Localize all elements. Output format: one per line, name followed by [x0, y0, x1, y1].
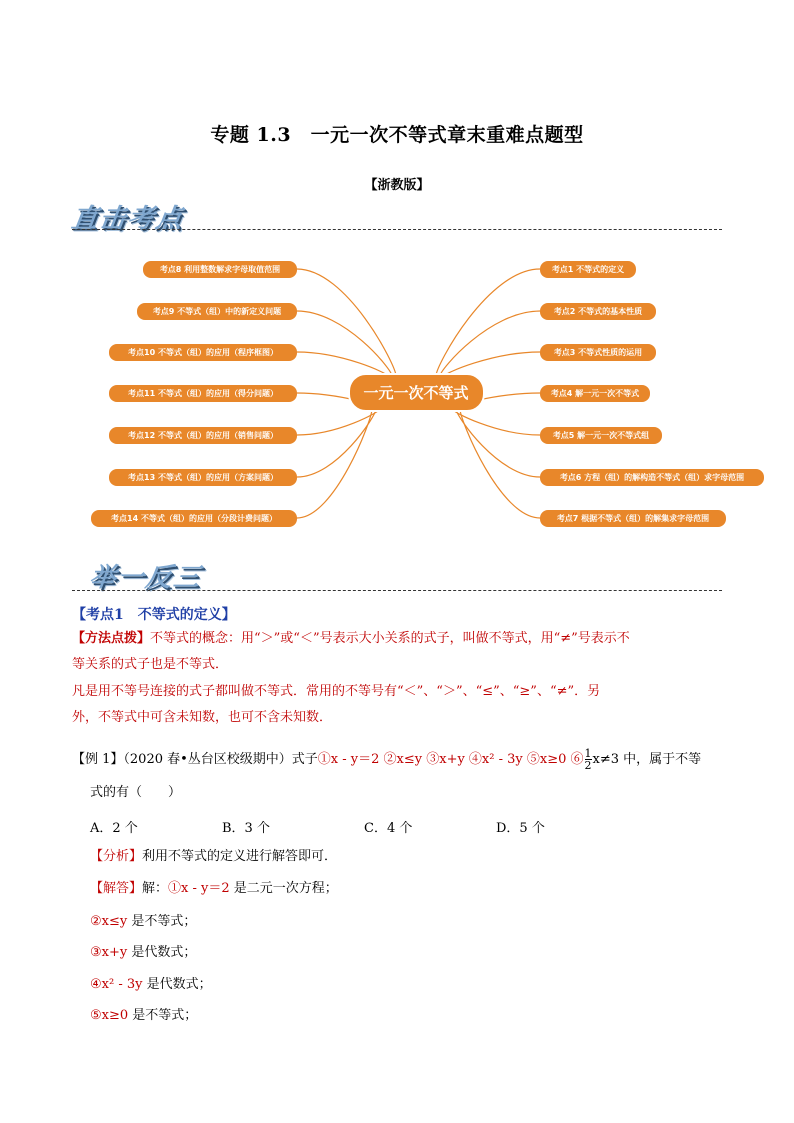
step-expr: x≤y — [101, 914, 128, 929]
mindmap-node-label: 考点13 不等式（组）的应用（方案问题） — [128, 473, 278, 482]
mindmap — [0, 0, 794, 540]
mindmap-node-label: 考点6 方程（组）的解构造不等式（组）求字母范围 — [559, 473, 745, 482]
page-title: 专题 1.3 一元一次不等式章末重难点题型 — [210, 124, 584, 146]
mindmap-center-node — [349, 374, 484, 411]
answer-line — [90, 880, 338, 898]
mindmap-connector — [297, 311, 392, 376]
step-expr: x² - 3y — [101, 977, 143, 992]
answer-step — [90, 976, 212, 994]
mindmap-node-label: 考点14 不等式（组）的应用（分段计费问题） — [111, 514, 277, 523]
mindmap-node-label: 考点11 不等式（组）的应用（得分问题） — [128, 389, 278, 398]
fraction-denominator: 2 — [584, 759, 592, 772]
mindmap-node-left-1 — [143, 261, 297, 278]
mindmap-connector — [460, 409, 540, 518]
mindmap-node-label: 考点9 不等式（组）中的新定义问题 — [152, 307, 282, 316]
banner-examples: 举一反三 — [87, 563, 204, 593]
mindmap-connector — [297, 409, 380, 435]
step-text: 是二元一次方程； — [229, 881, 338, 896]
mindmap-node-left-3 — [109, 344, 297, 361]
step-num: ③ — [90, 945, 102, 960]
mindmap-node-right-6 — [540, 469, 764, 486]
mindmap-connector — [444, 352, 540, 376]
analysis-text: 利用不等式的定义进行解答即可． — [142, 849, 338, 864]
banner-key-points: 直击考点 — [69, 204, 186, 234]
mindmap-node-label: 考点5 解一元一次不等式组 — [552, 431, 650, 440]
example-items: ①x - y＝2 ②x≤y ③x+y ④x² - 3y ⑤x≥0 ⑥ — [317, 752, 584, 767]
mindmap-node-right-3 — [540, 344, 656, 361]
mindmap-center-label: 一元一次不等式 — [363, 384, 469, 402]
step-num: ① — [168, 881, 182, 896]
mindmap-node-left-7 — [91, 510, 297, 527]
answer-step — [90, 913, 196, 931]
mindmap-connector — [456, 409, 540, 477]
option-b: B．3 个 — [222, 821, 270, 836]
option-a: A．2 个 — [90, 821, 138, 836]
example-question — [72, 748, 752, 771]
mindmap-connector — [452, 409, 540, 435]
answer-prefix: 解： — [142, 881, 169, 896]
step-num: ⑤ — [90, 1008, 102, 1023]
analysis-line — [90, 848, 337, 866]
mindmap-node-label: 考点12 不等式（组）的应用（销售问题） — [128, 431, 278, 440]
mindmap-node-right-4 — [540, 385, 650, 402]
mindmap-node-left-5 — [109, 427, 297, 444]
method-line: 等关系的式子也是不等式． — [72, 657, 229, 672]
method-line: 凡是用不等号连接的式子都叫做不等式．常用的不等号有“＜”、“＞”、“≤”、“≥”、“≠”．另 — [72, 684, 601, 699]
analysis-tag: 【分析】 — [90, 849, 143, 864]
step-text: 是不等式； — [127, 914, 197, 929]
step-text: 是不等式； — [128, 1008, 198, 1023]
answer-tag: 【解答】 — [90, 881, 143, 896]
mindmap-node-label: 考点8 利用整数解求字母取值范围 — [159, 265, 281, 274]
mindmap-node-label: 考点2 不等式的基本性质 — [553, 307, 643, 316]
step-text: 是代数式； — [127, 945, 197, 960]
mindmap-connector — [440, 311, 540, 376]
mindmap-node-left-4 — [109, 385, 297, 402]
mindmap-node-label: 考点1 不等式的定义 — [551, 265, 625, 274]
mindmap-node-label: 考点4 解一元一次不等式 — [550, 389, 640, 398]
mindmap-node-label: 考点10 不等式（组）的应用（程序框图） — [128, 348, 278, 357]
step-text: 是代数式； — [142, 977, 212, 992]
step-num: ② — [90, 914, 102, 929]
method-line: 不等式的概念：用“＞”或“＜”号表示大小关系的式子，叫做不等式，用“≠”号表示不 — [150, 631, 630, 646]
option-c: C．4 个 — [364, 821, 413, 836]
mindmap-node-right-2 — [540, 303, 656, 320]
section-heading: 【考点1 不等式的定义】 — [72, 607, 236, 623]
mindmap-connector — [297, 352, 388, 376]
fraction — [585, 748, 592, 771]
mindmap-connector — [297, 409, 372, 518]
mindmap-node-label: 考点7 根据不等式（组）的解集求字母范围 — [556, 514, 710, 523]
mindmap-node-right-1 — [540, 261, 636, 278]
fraction-numerator: 1 — [584, 747, 592, 760]
method-paragraph — [72, 630, 732, 727]
example-label: 【例 1】 — [72, 752, 124, 767]
mindmap-node-label: 考点3 不等式性质的运用 — [553, 348, 643, 357]
option-d: D．5 个 — [496, 821, 545, 836]
step-num: ④ — [90, 977, 102, 992]
edition-label: 【浙教版】 — [364, 178, 430, 193]
divider-line — [72, 590, 722, 591]
step-expr: x≥0 — [101, 1008, 129, 1023]
method-tag: 【方法点拨】 — [72, 631, 151, 646]
step-expr: x - y＝2 — [181, 881, 230, 896]
answer-step — [90, 1007, 197, 1025]
mindmap-node-left-6 — [109, 469, 297, 486]
example-source: （2020 春•丛台区校级期中）式子 — [123, 752, 318, 767]
mindmap-node-right-5 — [540, 427, 662, 444]
answer-step — [90, 944, 196, 962]
step-expr: x+y — [101, 945, 128, 960]
mindmap-node-right-7 — [540, 510, 726, 527]
example-line2: 式的有（ ） — [90, 785, 182, 800]
example-after-fraction: x≠3 中，属于不等 — [592, 752, 702, 767]
method-line: 外，不等式中可含未知数，也可不含未知数． — [72, 710, 333, 725]
mindmap-node-left-2 — [137, 303, 297, 320]
